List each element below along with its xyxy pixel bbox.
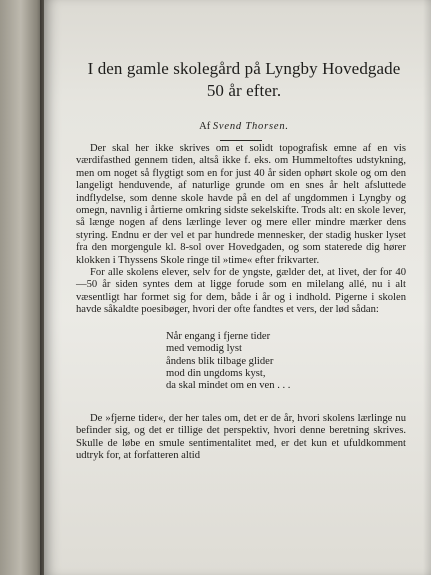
paragraph-3: De »fjerne tider«, der her tales om, det er de år, hvori skolens lærlinge nu befinder sig, og det er tillige det perspektiv, hvori denne beretning skrives. Skulle de løbe en smule sentimentalitet med, er det kun et ufuldkomment udtryk for, at forfatteren altid xyxy=(76,412,406,461)
byline-prefix: Af xyxy=(199,121,211,132)
poem-line: åndens blik tilbage glider xyxy=(166,355,274,367)
poem-line: Når engang i fjerne tider xyxy=(166,330,271,342)
poem-line: med vemodig lyst xyxy=(166,343,242,355)
book-page xyxy=(44,0,431,575)
article-body xyxy=(76,143,406,462)
author-name: Svend Thorsen. xyxy=(212,121,289,132)
title-divider xyxy=(220,140,262,141)
title-line-1: I den gamle skolegård på Lyngby Hovedgade xyxy=(87,59,401,78)
byline xyxy=(84,121,404,132)
paragraph-2: For alle skolens elever, selv for de yngste, gælder det, at livet, der for 40—50 år siden syntes dem at ligge forude som en milelang allé, nu i alt væsentligt har formet sig for dem, både i år og i indhold. Pigerne i skolen havde såkaldte poesibøger, hvori der ofte fandtes et vers, der lød sådan: xyxy=(76,267,406,316)
poem-line: mod din ungdoms kyst, xyxy=(166,367,266,379)
article-title xyxy=(84,58,404,102)
title-line-2: 50 år efter. xyxy=(206,81,282,100)
paragraph-1: Der skal her ikke skrives om et solidt topografisk emne af en vis værdifasthed gennem tiden, altså ikke f. eks. om Hummeltoftes udstykning, men om noget så flygtigt som en for just 40 år siden ophørt skole og om den langeligt henduvende, af naturlige grunde om en snes år helt afsluttede indflydelse, som denne skole havde på en del af ungdommen i Lyngby og omegn, navnlig i årtierne omkring sidste sekelskifte. Trods alt: en skole lever, så længe nogen af dens lærlinge lever og mere eller mindre mærker dens styring. Endnu er der vel et par hundrede mennesker, der stadig husker lyset fra den morgengule kl. 8-sol over Hovedgaden, og som staterede dig hører klokken i Thyssens Skole ringe til »time« efter frikvarter. xyxy=(76,143,406,266)
page-edge-shadow xyxy=(423,0,431,575)
poem-line: da skal mindet om en ven . . . xyxy=(166,380,291,392)
poem-verse xyxy=(166,331,406,393)
